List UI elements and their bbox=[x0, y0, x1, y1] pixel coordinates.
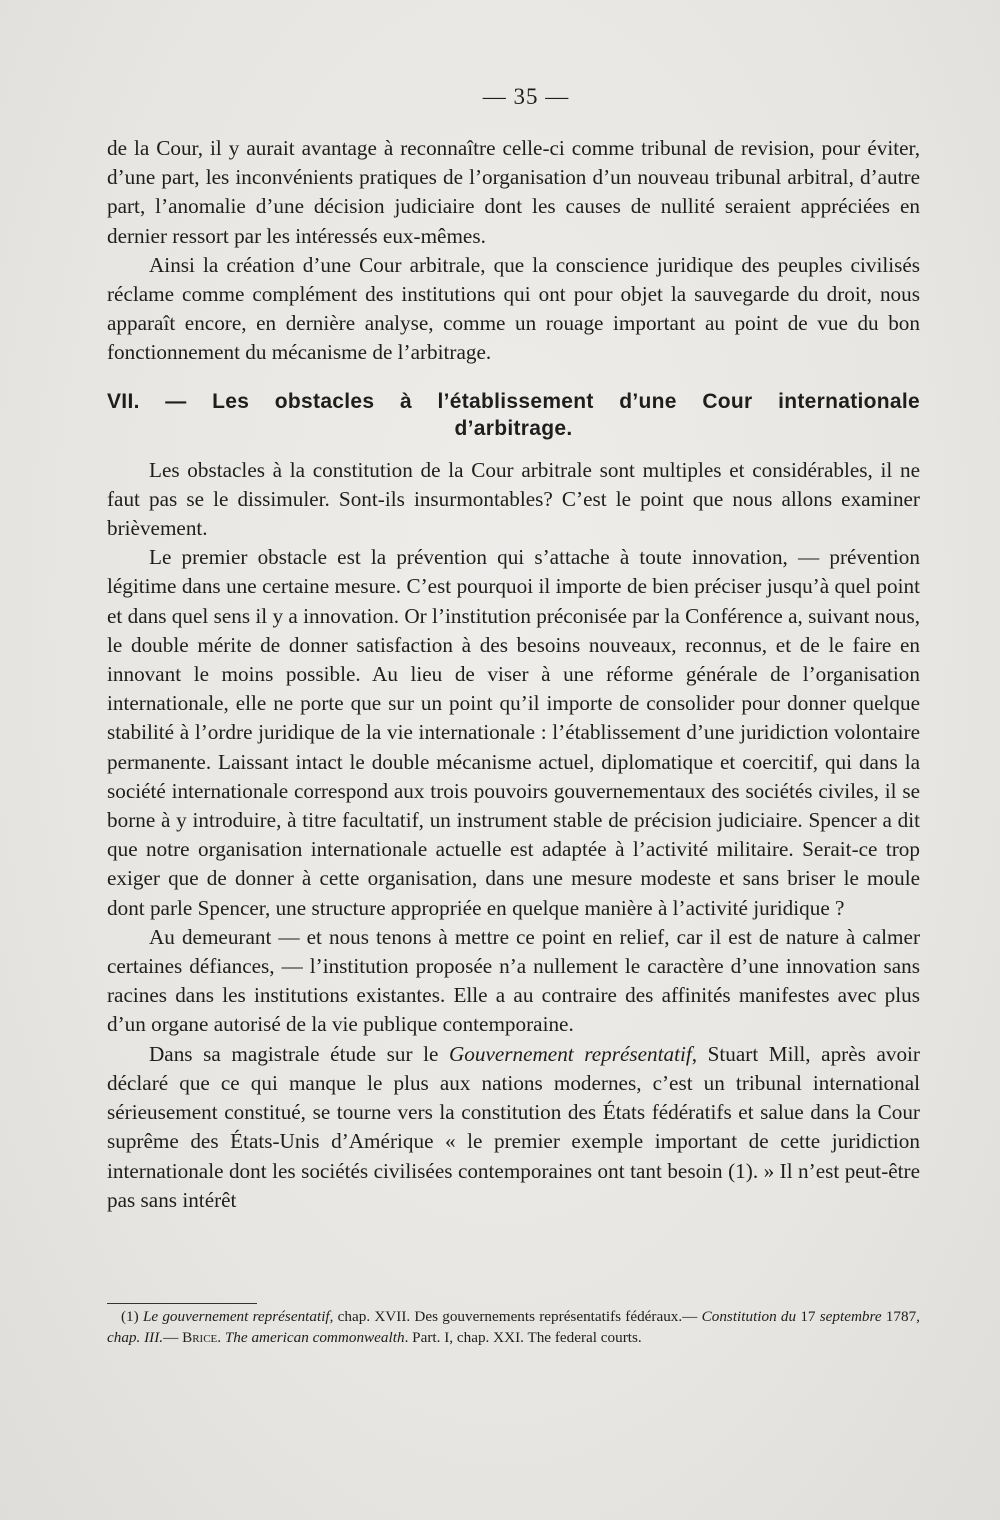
footnote-text: . bbox=[217, 1329, 225, 1346]
footnote-separator bbox=[107, 1303, 257, 1304]
footnote-marker: (1) bbox=[121, 1308, 143, 1325]
footnote-text: — bbox=[163, 1329, 183, 1346]
paragraph: Les obstacles à la constitution de la Cour arbitrale sont multiples et considérables, il ne faut pas se le dissimuler. Sont-ils insurmontables? C’est le point que nous allons examiner brièvement. bbox=[107, 457, 920, 541]
section-heading-line-2: d’arbitrage. bbox=[454, 416, 573, 440]
section-heading-line-1: VII. — Les obstacles à l’établissement d’une Cour internationale bbox=[107, 389, 920, 413]
paragraph: Ainsi la création d’une Cour arbitrale, que la conscience juridique des peuples civilisés réclame comme complément des institutions qui ont pour objet la sauvegarde du droit, nous apparaît encore, en dernière analyse, comme un rouage important au point de vue du bon fonctionnement du mécanisme de l’arbitrage. bbox=[107, 252, 920, 365]
page-number: — 35 — bbox=[482, 84, 570, 109]
text-run: , Stuart Mill, après avoir déclaré que ce qui manque le plus aux nations modernes, c’est un tribunal international sérieusement constitué, se tourne vers la constitution des États fédératifs et salue dans la Cour suprême des États-Unis d’Amérique « le premier exemple important de cette juridiction internationale dont les sociétés civilisées contemporaines ont tant besoin (1). » Il n’est peut-être pas sans intérêt bbox=[107, 1041, 920, 1212]
footnote-italic: chap. III. bbox=[107, 1329, 164, 1346]
paragraph: Au demeurant — et nous tenons à mettre ce point en relief, car il est de nature à calmer certaines défiances, — l’institution proposée n’a nullement le caractère d’une innovation sans racines dans les institutions existantes. Elle a au contraire des affinités manifestes avec plus d’un organe autorisé de la vie publique contemporaine. bbox=[107, 924, 920, 1037]
footnote-italic: The american commonwealth bbox=[224, 1329, 405, 1346]
footnote-text: , chap. XVII. Des gouvernements représentatifs fédéraux.— bbox=[329, 1308, 702, 1325]
section-heading bbox=[107, 388, 920, 442]
body-text bbox=[107, 134, 920, 1215]
footnote bbox=[107, 1306, 920, 1348]
paragraph-continuation: de la Cour, il y aurait avantage à reconnaître celle-ci comme tribunal de revision, pour éviter, d’une part, les inconvénients pratiques de l’organisation d’un nouveau tribunal arbitral, d’autre part, l’anomalie d’une décision judiciaire dont les causes de nullité seraient appréciées en dernier ressort par les intéressés eux-mêmes. bbox=[107, 136, 920, 248]
footnotes bbox=[107, 1306, 920, 1348]
footnote-text: . Part. I, chap. XXI. The federal courts. bbox=[404, 1329, 642, 1346]
footnote-author: Brice bbox=[182, 1329, 218, 1346]
footnote-text: 17 bbox=[796, 1308, 820, 1325]
paragraph: Le premier obstacle est la prévention qui s’attache à toute innovation, — prévention légitime dans une certaine mesure. C’est pourquoi il importe de bien préciser jusqu’à quel point et dans quel sens il y a innovation. Or l’institution préconisée par la Conférence a, suivant nous, le double mérite de donner satisfaction à des besoins nouveaux, reconnus, et de le faire en innovant le moins possible. Au lieu de viser à une réforme générale de l’organisation internationale, elle ne porte que sur un point qu’il importe de consolider pour donner quelque stabilité à l’ordre juridique de la vie internationale : l’établissement d’une juridiction volontaire permanente. Laissant intact le double mécanisme actuel, diplomatique et coercitif, qui dans la société internationale correspond aux trois pouvoirs gouvernementaux des sociétés civiles, il se borne à y introduire, à titre facultatif, un instrument stable de précision judiciaire. Spencer a dit que notre organisation internationale actuelle est adaptée à l’activité militaire. Serait-ce trop exiger que de donner à cette organisation, dans une mesure modeste et sans briser le moule dont parle Spencer, une structure appropriée en quelque manière à l’activité juridique ? bbox=[107, 545, 920, 920]
footnote-italic: Constitution du bbox=[701, 1308, 797, 1325]
footnote-italic: Le gouvernement représentatif bbox=[142, 1308, 330, 1325]
footnote-text: 1787, bbox=[881, 1308, 920, 1325]
italic-title: Gouvernement représentatif bbox=[448, 1041, 692, 1066]
footnote-italic: septembre bbox=[819, 1308, 882, 1325]
text-run: Dans sa magistrale étude sur le bbox=[149, 1041, 449, 1066]
paragraph bbox=[107, 1040, 920, 1215]
